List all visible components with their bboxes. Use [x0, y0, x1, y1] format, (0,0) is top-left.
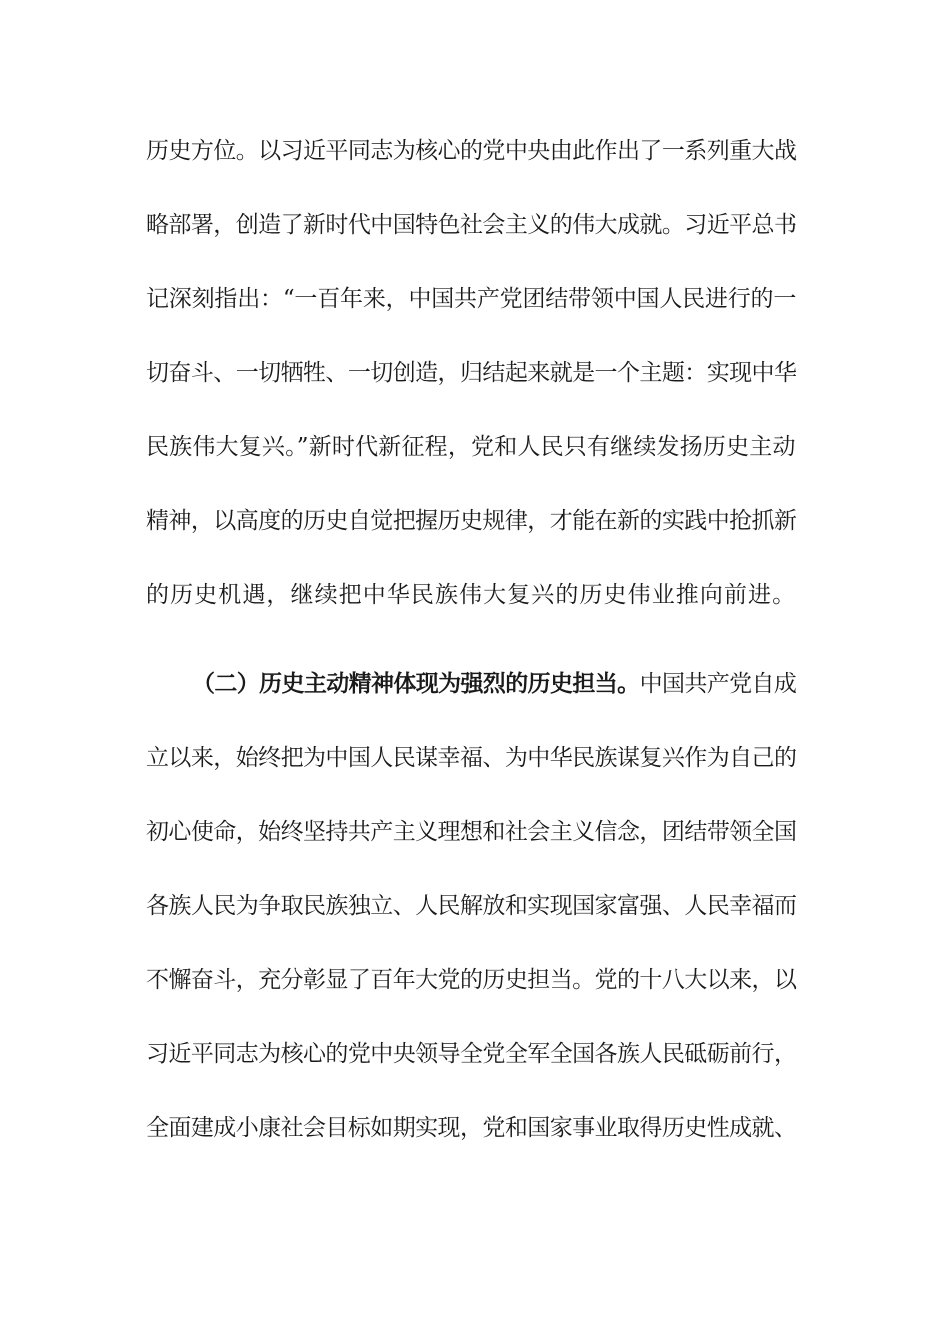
paragraph-1-line-7: 的历史机遇，继续把中华民族伟大复兴的历史伟业推向前进。 [146, 582, 797, 608]
section-heading: （二）历史主动精神体现为强烈的历史担当。 [192, 670, 640, 697]
paragraph-1-line-2: 略部署，创造了新时代中国特色社会主义的伟大成就。习近平总书 [146, 212, 797, 238]
paragraph-2-line-1-rest: 中国共产党自成 [639, 671, 797, 697]
paragraph-1-line-1: 历史方位。以习近平同志为核心的党中央由此作出了一系列重大战 [146, 138, 797, 164]
paragraph-2-line-1 [146, 669, 796, 699]
paragraph-1-line-6: 精神，以高度的历史自觉把握历史规律，才能在新的实践中抢抓新 [146, 508, 797, 534]
paragraph-1-line-4: 切奋斗、一切牺牲、一切创造，归结起来就是一个主题：实现中华 [146, 360, 797, 386]
paragraph-2-line-5: 不懈奋斗，充分彰显了百年大党的历史担当。党的十八大以来，以 [146, 967, 797, 993]
paragraph-2-line-7: 全面建成小康社会目标如期实现，党和国家事业取得历史性成就、 [146, 1115, 797, 1141]
paragraph-2-line-3: 初心使命，始终坚持共产主义理想和社会主义信念，团结带领全国 [146, 819, 797, 845]
paragraph-2-line-2: 立以来，始终把为中国人民谋幸福、为中华民族谋复兴作为自己的 [146, 745, 797, 771]
paragraph-1-line-3: 记深刻指出：“一百年来，中国共产党团结带领中国人民进行的一 [146, 286, 797, 312]
paragraph-2-line-6: 习近平同志为核心的党中央领导全党全军全国各族人民砥砺前行， [146, 1041, 797, 1067]
paragraph-2-line-4: 各族人民为争取民族独立、人民解放和实现国家富强、人民幸福而 [146, 893, 797, 919]
paragraph-1-line-5: 民族伟大复兴。”新时代新征程，党和人民只有继续发扬历史主动 [146, 434, 796, 460]
